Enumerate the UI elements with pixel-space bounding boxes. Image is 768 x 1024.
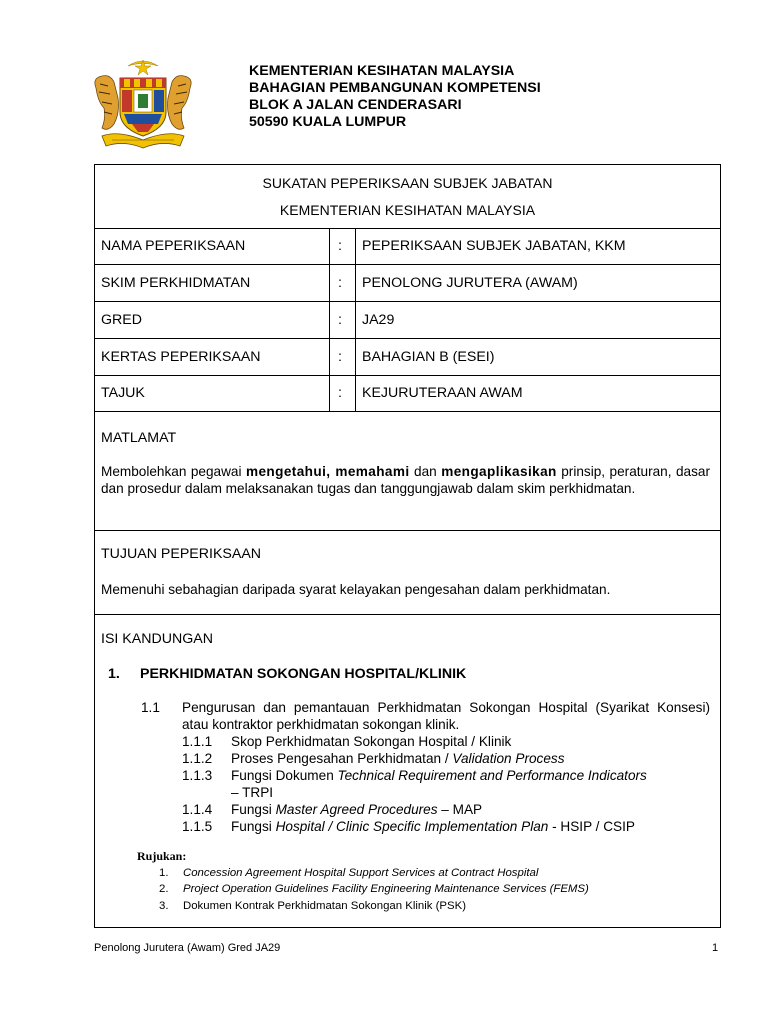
divider <box>95 375 720 376</box>
info-separator: : <box>338 275 342 291</box>
info-value: PEPERIKSAAN SUBJEK JABATAN, KKM <box>362 238 626 254</box>
isi-heading: ISI KANDUNGAN <box>101 631 213 647</box>
info-separator: : <box>338 312 342 328</box>
reference-text: Dokumen Kontrak Perkhidmatan Sokongan Klinik (PSK) <box>183 900 467 912</box>
subitem-text <box>231 801 482 818</box>
letterhead-line: KEMENTERIAN KESIHATAN MALAYSIA <box>249 63 515 79</box>
divider <box>95 228 720 229</box>
divider <box>95 614 720 615</box>
malaysia-coat-of-arms-icon <box>88 58 198 150</box>
divider <box>95 530 720 531</box>
bold-span: mengetahui, memahami <box>245 464 410 479</box>
letterhead-line: 50590 KUALA LUMPUR <box>249 114 407 130</box>
column-divider <box>355 228 356 411</box>
reference-text: Project Operation Guidelines Facility Engineering Maintenance Services (FEMS) <box>183 883 589 895</box>
info-label: NAMA PEPERIKSAAN <box>101 238 246 254</box>
reference-number: 3. <box>159 900 169 912</box>
subitem-number: 1.1.2 <box>182 751 213 766</box>
text-span: dan <box>409 464 442 479</box>
section-number: 1. <box>108 666 120 682</box>
letterhead-line: BAHAGIAN PEMBANGUNAN KOMPETENSI <box>249 80 541 96</box>
subitem-number: 1.1.4 <box>182 802 213 817</box>
info-separator: : <box>338 238 342 254</box>
footer-text: Penolong Jurutera (Awam) Gred JA29 <box>94 942 281 954</box>
info-value: JA29 <box>362 312 395 328</box>
item-number: 1.1 <box>141 700 160 715</box>
subitem-text-continued: – TRPI <box>231 785 274 800</box>
ministry-title: KEMENTERIAN KESIHATAN MALAYSIA <box>279 202 536 218</box>
divider <box>95 411 720 412</box>
reference-number: 1. <box>159 867 169 879</box>
column-divider <box>329 228 330 411</box>
italic-span: Hospital / Clinic Specific Implementation Plan <box>275 819 549 834</box>
italic-span: Technical Requirement and Performance Indicators <box>337 768 647 783</box>
matlamat-heading: MATLAMAT <box>101 430 177 446</box>
bold-span: mengaplikasikan <box>441 464 557 479</box>
text-span: – MAP <box>437 802 483 817</box>
text-span: Fungsi <box>231 802 276 817</box>
subitem-number: 1.1.3 <box>182 768 213 783</box>
syllabus-title: SUKATAN PEPERIKSAAN SUBJEK JABATAN <box>262 175 553 191</box>
syllabus-box <box>94 164 721 928</box>
reference-text: Concession Agreement Hospital Support Services at Contract Hospital <box>183 867 539 879</box>
info-label: KERTAS PEPERIKSAAN <box>101 349 261 365</box>
info-value: PENOLONG JURUTERA (AWAM) <box>362 275 578 291</box>
subitem-text <box>231 818 635 835</box>
text-span: Skop Perkhidmatan Sokongan Hospital / Klinik <box>231 734 512 749</box>
divider <box>95 301 720 302</box>
subitem-text <box>231 750 565 767</box>
text-span: Membolehkan pegawai <box>101 464 246 479</box>
info-label: TAJUK <box>101 385 145 401</box>
page-number: 1 <box>712 942 719 954</box>
italic-span: Master Agreed Procedures <box>275 802 438 817</box>
info-value: KEJURUTERAAN AWAM <box>362 385 523 401</box>
tujuan-text: Memenuhi sebahagian daripada syarat kelayakan pengesahan dalam perkhidmatan. <box>101 582 611 597</box>
item-text: Pengurusan dan pemantauan Perkhidmatan Sokongan Hospital (Syarikat Konsesi) atau kontraktor perkhidmatan sokongan klinik. <box>182 700 710 732</box>
info-separator: : <box>338 349 342 365</box>
divider <box>95 264 720 265</box>
text-span: - HSIP / CSIP <box>548 819 635 834</box>
reference-number: 2. <box>159 883 169 895</box>
info-label: GRED <box>101 312 142 328</box>
text-span: Fungsi <box>231 819 276 834</box>
subitem-text <box>231 767 647 784</box>
divider <box>95 338 720 339</box>
subitem-number: 1.1.5 <box>182 819 213 834</box>
tujuan-heading: TUJUAN PEPERIKSAAN <box>101 546 262 562</box>
letterhead-line: BLOK A JALAN CENDERASARI <box>249 97 462 113</box>
info-label: SKIM PERKHIDMATAN <box>101 275 251 291</box>
italic-span: Validation Process <box>452 751 565 766</box>
rujukan-label: Rujukan: <box>137 849 187 863</box>
letterhead <box>249 63 541 131</box>
text-span: Proses Pengesahan Perkhidmatan / <box>231 751 453 766</box>
info-value: BAHAGIAN B (ESEI) <box>362 349 495 365</box>
section-title: PERKHIDMATAN SOKONGAN HOSPITAL/KLINIK <box>140 666 467 682</box>
matlamat-text <box>101 463 710 497</box>
text-span: prinsip, peraturan, dasar dan prosedur dalam melaksanakan tugas dan tanggungjawab dalam skim perkhidmatan. <box>101 464 710 496</box>
subitem-number: 1.1.1 <box>182 734 213 749</box>
info-separator: : <box>338 385 342 401</box>
subitem-text <box>231 733 511 750</box>
text-span: Fungsi Dokumen <box>231 768 338 783</box>
